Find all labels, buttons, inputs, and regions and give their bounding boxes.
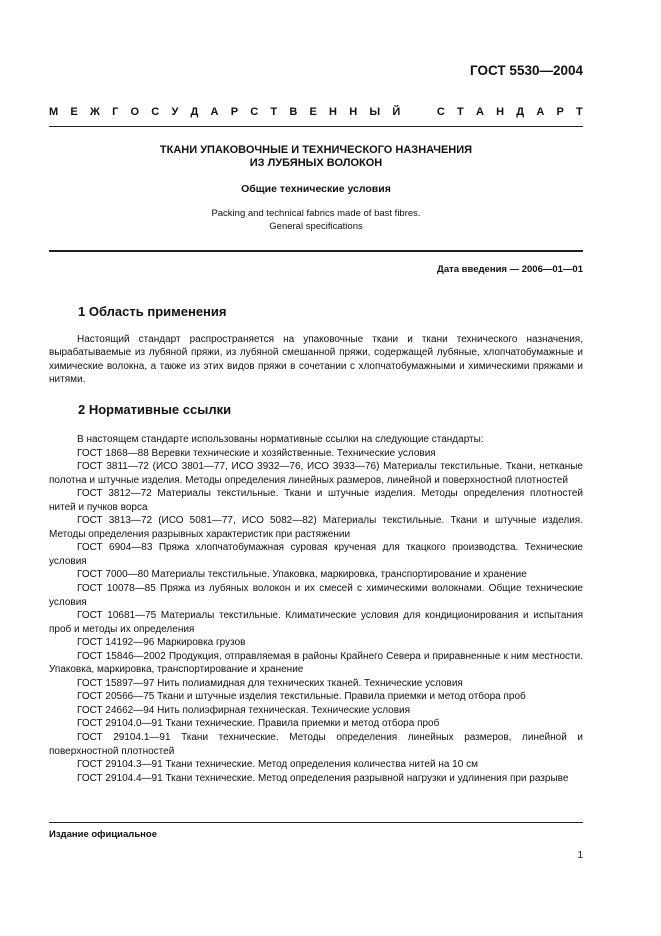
- banner-letter: О: [130, 106, 140, 118]
- page-number: 1: [577, 850, 583, 861]
- banner-letter: С: [151, 106, 160, 118]
- reference-item: ГОСТ 15846—2002 Продукция, отправляемая в районы Крайнего Севера и приравненные к ним местности. Упаковка, маркировка, транспортирование и хранение: [49, 650, 583, 676]
- banner-letter: С: [250, 106, 259, 118]
- banner-letter: Д: [516, 106, 525, 118]
- title-line: ИЗ ЛУБЯНЫХ ВОЛОКОН: [249, 157, 383, 169]
- banner-letter: Т: [270, 106, 278, 118]
- banner-letter: Г: [112, 106, 119, 118]
- banner-letter: А: [210, 106, 219, 118]
- document-number: ГОСТ 5530—2004: [470, 63, 583, 78]
- reference-item: ГОСТ 7000—80 Материалы текстильные. Упаковка, маркировка, транспортирование и хранение: [77, 569, 527, 581]
- reference-item: ГОСТ 14192—96 Маркировка грузов: [77, 637, 246, 649]
- banner-letter: Р: [230, 106, 239, 118]
- document-subtitle: Общие технические условия: [241, 183, 391, 195]
- scope-text: Настоящий стандарт распространяется на упаковочные ткани и ткани технического назначения, вырабатываемые из лубяной пряжи, из лубяной смешанной пряжи, содержащей лубяные, хлопчатобумажные и химические волокна, а также из этих видов пряжи в сочетании с хлопчатобумажными и химическими пряжами и нитями.: [49, 334, 583, 386]
- banner-letter: Е: [70, 106, 78, 118]
- section-heading-scope: 1 Область применения: [78, 304, 227, 319]
- reference-item: ГОСТ 29104.1—91 Ткани технические. Методы определения линейных размеров, линейной и поверхностной плотностей: [49, 732, 583, 757]
- banner-letter: Е: [309, 106, 317, 118]
- banner-letter: Д: [190, 106, 199, 118]
- reference-item: ГОСТ 29104.4—91 Ткани технические. Метод определения разрывной нагрузки и удлинения при разрыве: [77, 772, 569, 784]
- reference-item: ГОСТ 3813—72 (ИСО 5081—77, ИСО 5082—82) Материалы текстильные. Ткани и штучные изделия. Методы определения разрывных характеристик при растяжении: [49, 515, 583, 540]
- document-title: [49, 144, 583, 170]
- introduction-date: Дата введения — 2006—01—01: [437, 264, 583, 275]
- banner-letter: Ы: [369, 106, 381, 118]
- banner-letter: С: [436, 106, 445, 118]
- english-title-line: Packing and technical fabrics made of bast fibres.: [211, 208, 421, 219]
- interstate-standard-banner: [49, 106, 583, 118]
- reference-item: ГОСТ 10681—75 Материалы текстильные. Климатические условия для кондиционирования и испытания проб и методы их определения: [49, 610, 583, 635]
- banner-letter: Р: [556, 106, 564, 118]
- reference-item: ГОСТ 6904—83 Пряжа хлопчатобумажная суровая крученая для ткацкого производства. Технические условия: [49, 542, 583, 567]
- banner-letter: А: [475, 106, 484, 118]
- banner-letter: Т: [457, 106, 464, 118]
- banner-letter: Н: [496, 106, 505, 118]
- banner-letter: Т: [576, 106, 583, 118]
- header-divider: [49, 126, 583, 127]
- reference-item: ГОСТ 3812—72 Материалы текстильные. Ткани и штучные изделия. Методы определения плотностей нитей и пучков ворса: [49, 488, 583, 513]
- banner-letter: М: [49, 106, 59, 118]
- english-title-line: General specifications: [269, 220, 363, 232]
- reference-item: ГОСТ 29104.0—91 Ткани технические. Правила приемки и метод отбора проб: [77, 718, 440, 730]
- reference-item: ГОСТ 10078—85 Пряжа из лубяных волокон и их смесей с химическими волокнами. Общие технические условия: [49, 583, 583, 608]
- references-intro: В настоящем стандарте использованы нормативные ссылки на следующие стандарты:: [77, 434, 484, 445]
- title-line: ТКАНИ УПАКОВОЧНЫЕ И ТЕХНИЧЕСКОГО НАЗНАЧЕНИЯ: [159, 144, 473, 156]
- english-title: [49, 208, 583, 233]
- reference-item: ГОСТ 15897—97 Нить полиамидная для технических тканей. Технические условия: [77, 677, 463, 689]
- title-divider: [49, 250, 583, 252]
- banner-letter: У: [171, 106, 179, 118]
- banner-letter: Ж: [89, 106, 100, 118]
- footer-divider: [49, 822, 583, 823]
- banner-letter: А: [536, 106, 545, 118]
- reference-item: ГОСТ 3811—72 (ИСО 3801—77, ИСО 3932—76, ИСО 3933—76) Материалы текстильные. Ткани, нетканые полотна и штучные изделия. Методы определения линейных размеров, линейной и поверхностной плотностей: [49, 461, 583, 486]
- reference-item: ГОСТ 20566—75 Ткани и штучные изделия текстильные. Правила приемки и метод отбора проб: [77, 691, 526, 703]
- banner-letter: Й: [392, 106, 401, 118]
- section-heading-references: 2 Нормативные ссылки: [78, 402, 232, 417]
- scope-paragraph: [49, 333, 583, 387]
- reference-item: ГОСТ 1868—88 Веревки технические и хозяйственные. Технические условия: [77, 447, 436, 459]
- banner-letter: В: [289, 106, 298, 118]
- banner-letter: Н: [349, 106, 358, 118]
- references-list: [49, 433, 583, 785]
- reference-item: ГОСТ 24662—94 Нить полиэфирная техническая. Технические условия: [77, 704, 411, 716]
- reference-item: ГОСТ 29104.3—91 Ткани технические. Метод определения количества нитей на 10 см: [77, 759, 478, 771]
- edition-note: Издание официальное: [49, 829, 157, 840]
- banner-letter: Н: [329, 106, 337, 118]
